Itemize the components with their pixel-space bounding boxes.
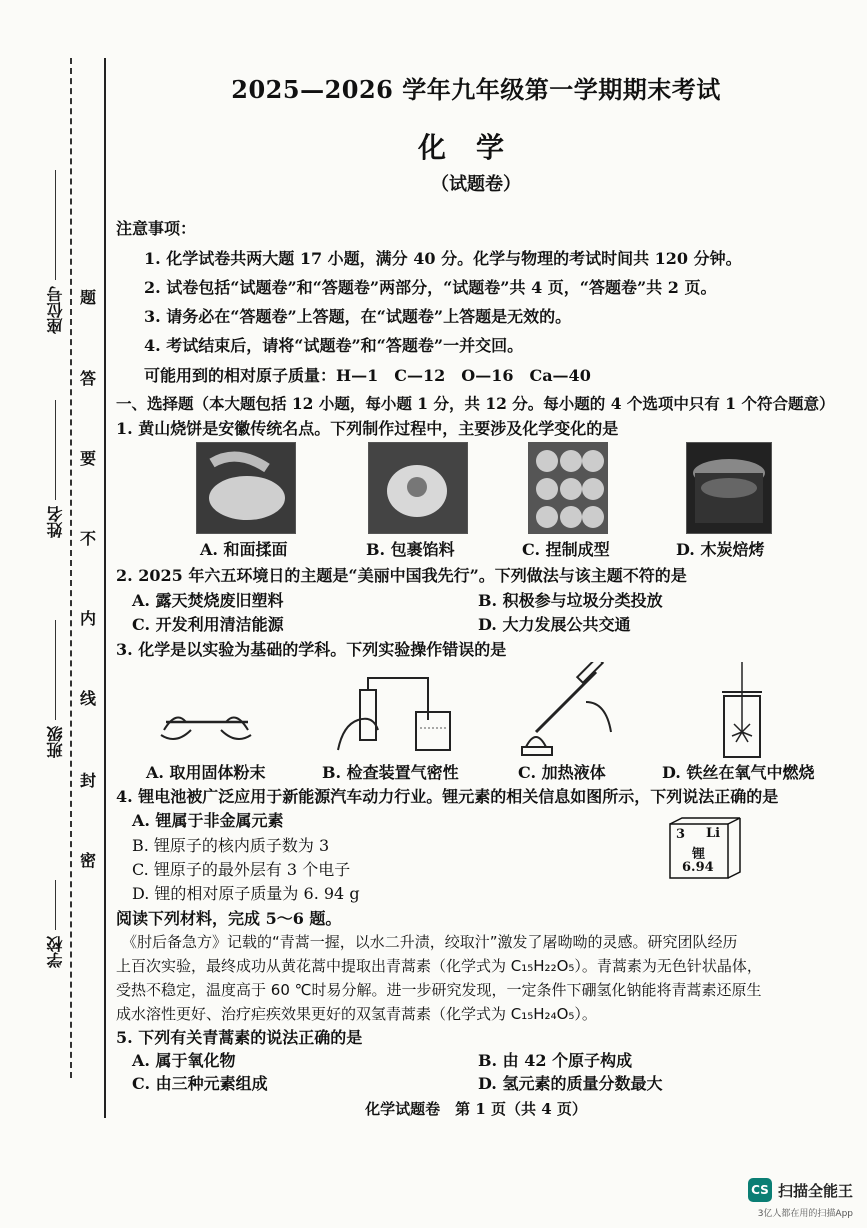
seal-char: 答	[80, 369, 97, 388]
binding-margin	[0, 0, 110, 1228]
section-heading: 一、选择题（本大题包括 12 小题，每小题 1 分，共 12 分。每小题的 4 个选项中只有 1 个符合题意）	[116, 394, 835, 413]
q1-image-d	[686, 442, 772, 534]
question-2-stem: 2. 2025 年六五环境日的主题是“美丽中国我先行”。下列做法与该主题不符的是	[116, 566, 687, 585]
q5-option-c[interactable]: C. 由三种元素组成	[132, 1074, 268, 1093]
margin-border	[104, 58, 106, 1118]
q3-option-c[interactable]: C. 加热液体	[518, 763, 606, 782]
notice-item: 4. 考试结束后，请将“试题卷”和“答题卷”一并交回。	[144, 336, 524, 355]
powder-transfer-drawing	[156, 700, 256, 750]
q2-option-d[interactable]: D. 大力发展公共交通	[478, 615, 631, 634]
q1-image-a	[196, 442, 296, 534]
reading-intro: 阅读下列材料，完成 5～6 题。	[116, 909, 342, 928]
q5-option-a[interactable]: A. 属于氧化物	[132, 1051, 236, 1070]
seal-char: 封	[80, 771, 97, 790]
question-4-stem: 4. 锂电池被广泛应用于新能源汽车动力行业。锂元素的相关信息如图所示，下列说法正确的是	[116, 787, 779, 806]
class-field[interactable]: 班级	[40, 620, 70, 758]
q1-image-c	[528, 442, 608, 534]
q4-option-a[interactable]: A. 锂属于非金属元素	[132, 811, 284, 830]
seat-number-field[interactable]: 座位号	[40, 170, 70, 334]
q5-option-b[interactable]: B. 由 42 个原子构成	[478, 1051, 633, 1070]
page-footer: 化学试题卷 第 1 页（共 4 页）	[365, 1100, 587, 1118]
q3-option-b[interactable]: B. 检查装置气密性	[322, 763, 459, 782]
cut-line	[70, 58, 72, 1078]
subject-title: 化学	[417, 131, 534, 164]
question-1-stem: 1. 黄山烧饼是安徽传统名点。下列制作过程中，主要涉及化学变化的是	[116, 419, 619, 438]
q1-option-d[interactable]: D. 木炭焙烤	[676, 540, 765, 559]
atomic-mass-note: 可能用到的相对原子质量：H—1 C—12 O—16 Ca—40	[144, 366, 591, 385]
scanner-tagline: 3亿人都在用的扫描App	[757, 1209, 853, 1219]
paper-type: （试题卷）	[431, 174, 521, 195]
reading-line: 受热不稳定，温度高于 60 ℃时易分解。进一步研究发现，一定条件下硼氢化钠能将青蒿素还原生	[116, 981, 762, 999]
iron-burning-drawing	[712, 662, 772, 762]
scanner-app-name: 扫描全能王	[777, 1181, 853, 1200]
q1-option-c[interactable]: C. 捏制成型	[522, 540, 610, 559]
q2-option-a[interactable]: A. 露天焚烧废旧塑料	[132, 591, 284, 610]
heating-liquid-drawing	[516, 662, 616, 762]
notice-heading: 注意事项：	[116, 219, 197, 238]
seal-char: 要	[80, 449, 97, 468]
school-field[interactable]: 学校	[40, 880, 70, 968]
q1-option-b[interactable]: B. 包裹馅料	[366, 540, 455, 559]
q3-option-a[interactable]: A. 取用固体粉末	[146, 763, 266, 782]
scanner-logo-icon: CS	[748, 1178, 772, 1202]
q4-option-b[interactable]: B. 锂原子的核内质子数为 3	[132, 836, 330, 855]
q3-option-d[interactable]: D. 铁丝在氧气中燃烧	[662, 763, 815, 782]
notice-item: 2. 试卷包括“试题卷”和“答题卷”两部分，“试题卷”共 4 页，“答题卷”共 2 页。	[144, 278, 717, 297]
seal-char: 密	[80, 851, 97, 870]
q2-option-c[interactable]: C. 开发利用清洁能源	[132, 615, 284, 634]
exam-title: 2025—2026 学年九年级第一学期期末考试	[231, 75, 721, 104]
element-symbol: Li	[706, 826, 721, 841]
q4-option-c[interactable]: C. 锂原子的最外层有 3 个电子	[132, 860, 351, 879]
q2-option-b[interactable]: B. 积极参与垃圾分类投放	[478, 591, 663, 610]
seal-char: 题	[80, 288, 97, 307]
q1-image-b	[368, 442, 468, 534]
notice-item: 1. 化学试卷共两大题 17 小题，满分 40 分。化学与物理的考试时间共 120 分钟。	[144, 249, 742, 268]
q5-option-d[interactable]: D. 氢元素的质量分数最大	[478, 1074, 663, 1093]
seal-char: 线	[80, 689, 97, 708]
lithium-element-card	[668, 816, 742, 880]
airtightness-check-drawing	[328, 670, 458, 760]
name-field[interactable]: 姓名	[40, 400, 70, 538]
question-3-stem: 3. 化学是以实验为基础的学科。下列实验操作错误的是	[116, 640, 507, 659]
reading-line: 《肘后备急方》记载的“青蒿一握，以水二升渍，绞取汁”激发了屠呦呦的灵感。研究团队经历	[122, 933, 738, 951]
element-number: 3	[676, 827, 686, 842]
element-mass: 6.94	[682, 860, 714, 875]
reading-line: 上百次实验，最终成功从黄花蒿中提取出青蒿素（化学式为 C₁₅H₂₂O₅）。青蒿素为无色针状晶体，	[116, 957, 762, 975]
reading-line: 成水溶性更好、治疗疟疾效果更好的双氢青蒿素（化学式为 C₁₅H₂₄O₅）。	[116, 1005, 597, 1023]
seal-char: 不	[80, 529, 97, 548]
q4-option-d[interactable]: D. 锂的相对原子质量为 6. 94 g	[132, 884, 360, 903]
question-5-stem: 5. 下列有关青蒿素的说法正确的是	[116, 1028, 363, 1047]
scanner-watermark	[748, 1178, 853, 1202]
notice-item: 3. 请务必在“答题卷”上答题，在“试题卷”上答题是无效的。	[144, 307, 572, 326]
element-name: 锂	[692, 847, 706, 862]
seal-char: 内	[80, 609, 97, 628]
q1-option-a[interactable]: A. 和面揉面	[200, 540, 288, 559]
